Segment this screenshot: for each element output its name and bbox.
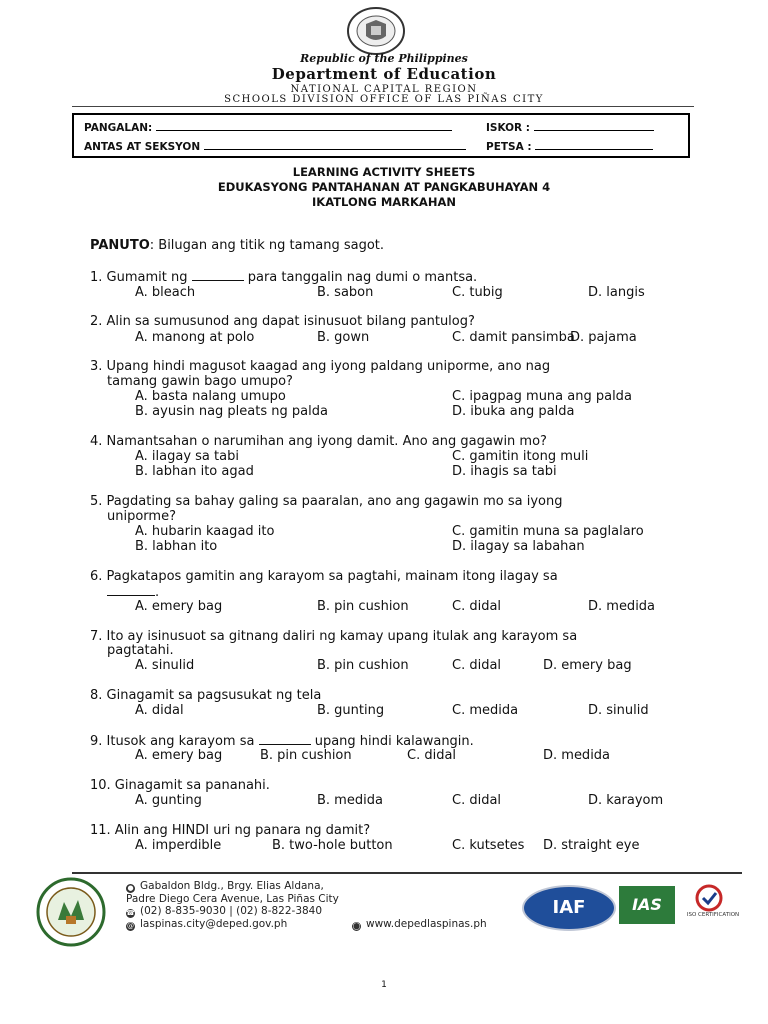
directions	[90, 238, 384, 253]
question-4: 4. Namantsahan o narumihan ang iyong damit. Ano ang gagawin mo?	[90, 434, 547, 449]
region-heading: NATIONAL CAPITAL REGION	[290, 84, 478, 95]
q11-option-b[interactable]: B. two-hole button	[272, 838, 393, 853]
q10-option-c[interactable]: C. didal	[452, 793, 502, 808]
question-1-text-a: 1. Gumamit ng	[90, 270, 192, 285]
q10-option-d[interactable]: D. karayom	[588, 793, 664, 808]
q7-option-c[interactable]: C. didal	[452, 658, 502, 673]
q5-option-c[interactable]: C. gamitin muna sa paglalaro	[452, 524, 644, 539]
q4-option-d[interactable]: D. ihagis sa tabi	[452, 464, 557, 479]
phone-icon: ☎	[126, 909, 135, 917]
score-line[interactable]	[534, 121, 654, 131]
score-label: ISKOR :	[486, 122, 530, 134]
footer-email[interactable]: laspinas.city@deped.gov.ph	[140, 918, 288, 930]
q2-option-b[interactable]: B. gown	[317, 330, 370, 345]
q11-option-c[interactable]: C. kutsetes	[452, 838, 525, 853]
email-icon: @	[127, 922, 134, 930]
department-heading: Department of Education	[271, 65, 497, 83]
header-divider	[72, 106, 694, 107]
q2-option-a[interactable]: A. manong at polo	[135, 330, 255, 345]
date-label: PETSA :	[486, 141, 532, 153]
section-field[interactable]	[84, 140, 466, 153]
name-label: PANGALAN:	[84, 122, 153, 134]
footer-divider	[72, 872, 742, 874]
page-number: 1	[381, 980, 387, 990]
q6-option-a[interactable]: A. emery bag	[135, 599, 223, 614]
question-1-text-b: para tanggalin nag dumi o mantsa.	[243, 270, 478, 285]
division-heading: SCHOOLS DIVISION OFFICE OF LAS PIÑAS CITY	[224, 94, 544, 105]
question-11: 11. Alin ang HINDI uri ng panara ng damit?	[90, 823, 371, 838]
q9-option-c[interactable]: C. didal	[407, 748, 457, 763]
question-7-cont: pagtatahi.	[107, 643, 174, 658]
q7-option-b[interactable]: B. pin cushion	[317, 658, 409, 673]
q3-option-c[interactable]: C. ipagpag muna ang palda	[452, 389, 632, 404]
q6-option-c[interactable]: C. didal	[452, 599, 502, 614]
q2-option-c[interactable]: C. damit pansimba	[452, 330, 575, 345]
q7-option-d[interactable]: D. emery bag	[543, 658, 632, 673]
q11-option-d[interactable]: D. straight eye	[543, 838, 640, 853]
footer-address-2: Padre Diego Cera Avenue, Las Piñas City	[126, 893, 339, 905]
footer-address-1: Gabaldon Bldg., Brgy. Elias Aldana,	[140, 880, 324, 892]
question-8: 8. Ginagamit sa pagsusukat ng tela	[90, 688, 322, 703]
q3-option-b[interactable]: B. ayusin nag pleats ng palda	[135, 404, 328, 419]
q8-option-a[interactable]: A. didal	[135, 703, 184, 718]
section-line[interactable]	[204, 140, 466, 150]
directions-label: PANUTO	[90, 238, 150, 253]
q8-option-b[interactable]: B. gunting	[317, 703, 385, 718]
q9-option-d[interactable]: D. medida	[543, 748, 611, 763]
q5-option-a[interactable]: A. hubarin kaagad ito	[135, 524, 275, 539]
question-7: 7. Ito ay isinusuot sa gitnang daliri ng kamay upang itulak ang karayom sa	[90, 629, 578, 644]
answer-blank[interactable]	[259, 733, 311, 745]
iso-certification-icon	[694, 884, 724, 912]
ias-logo	[619, 886, 675, 924]
iaf-logo	[522, 885, 616, 931]
q3-option-a[interactable]: A. basta nalang umupo	[135, 389, 286, 404]
question-3: 3. Upang hindi magusot kaagad ang iyong paldang uniporme, ano nag	[90, 359, 551, 374]
title-line-2: EDUKASYONG PANTAHANAN AT PANGKABUHAYAN 4	[217, 180, 551, 194]
q1-option-d[interactable]: D. langis	[588, 285, 645, 300]
title-line-3: IKATLONG MARKAHAN	[312, 195, 456, 209]
q5-option-b[interactable]: B. labhan ito	[135, 539, 218, 554]
question-9-text-b: upang hindi kalawangin.	[310, 734, 474, 749]
ias-logo-text: IAS	[632, 895, 662, 914]
question-3-cont: tamang gawin bago umupo?	[107, 374, 293, 389]
question-6-period: .	[155, 585, 160, 600]
q4-option-a[interactable]: A. ilagay sa tabi	[135, 449, 239, 464]
name-field[interactable]	[84, 121, 452, 134]
question-9-text-a: 9. Itusok ang karayom sa	[90, 734, 259, 749]
q10-option-b[interactable]: B. medida	[317, 793, 383, 808]
date-line[interactable]	[535, 140, 653, 150]
q7-option-a[interactable]: A. sinulid	[135, 658, 195, 673]
location-icon: ●	[127, 884, 134, 892]
question-10: 10. Ginagamit sa pananahi.	[90, 778, 270, 793]
q5-option-d[interactable]: D. ilagay sa labahan	[452, 539, 585, 554]
q8-option-d[interactable]: D. sinulid	[588, 703, 649, 718]
answer-blank[interactable]	[107, 584, 155, 596]
question-6-cont	[107, 584, 159, 600]
q3-option-d[interactable]: D. ibuka ang palda	[452, 404, 575, 419]
q1-option-a[interactable]: A. bleach	[135, 285, 196, 300]
q1-option-c[interactable]: C. tubig	[452, 285, 503, 300]
deped-seal-logo	[344, 6, 408, 56]
question-9	[90, 733, 474, 749]
q9-option-b[interactable]: B. pin cushion	[260, 748, 352, 763]
answer-blank[interactable]	[192, 269, 244, 281]
question-6: 6. Pagkatapos gamitin ang karayom sa pagtahi, mainam itong ilagay sa	[90, 569, 558, 584]
q4-option-b[interactable]: B. labhan ito agad	[135, 464, 254, 479]
q6-option-b[interactable]: B. pin cushion	[317, 599, 409, 614]
iso-certification-label: ISO CERTIFICATION	[686, 912, 740, 918]
footer-phone: (02) 8-835-9030 | (02) 8-822-3840	[140, 905, 323, 917]
date-field[interactable]	[486, 140, 653, 153]
title-line-1: LEARNING ACTIVITY SHEETS	[292, 165, 476, 179]
score-field[interactable]	[486, 121, 654, 134]
footer-website[interactable]: www.depedlaspinas.ph	[366, 918, 487, 930]
directions-text: : Bilugan ang titik ng tamang sagot.	[149, 238, 385, 253]
q11-option-a[interactable]: A. imperdible	[135, 838, 222, 853]
question-1	[90, 269, 477, 285]
section-label: ANTAS AT SEKSYON	[84, 141, 201, 153]
globe-icon: ◯	[352, 922, 361, 930]
division-seal-logo	[30, 876, 112, 948]
question-5-cont: uniporme?	[107, 509, 176, 524]
q6-option-d[interactable]: D. medida	[588, 599, 656, 614]
question-5: 5. Pagdating sa bahay galing sa paaralan, ano ang gagawin mo sa iyong	[90, 494, 563, 509]
q2-option-d[interactable]: D. pajama	[570, 330, 637, 345]
republic-heading: Republic of the Philippines	[300, 52, 468, 65]
q8-option-c[interactable]: C. medida	[452, 703, 519, 718]
iaf-logo-text: IAF	[552, 897, 586, 918]
name-line[interactable]	[156, 121, 452, 131]
q1-option-b[interactable]: B. sabon	[317, 285, 374, 300]
q4-option-c[interactable]: C. gamitin itong muli	[452, 449, 589, 464]
question-2: 2. Alin sa sumusunod ang dapat isinusuot bilang pantulog?	[90, 314, 475, 329]
q10-option-a[interactable]: A. gunting	[135, 793, 202, 808]
q9-option-a[interactable]: A. emery bag	[135, 748, 223, 763]
